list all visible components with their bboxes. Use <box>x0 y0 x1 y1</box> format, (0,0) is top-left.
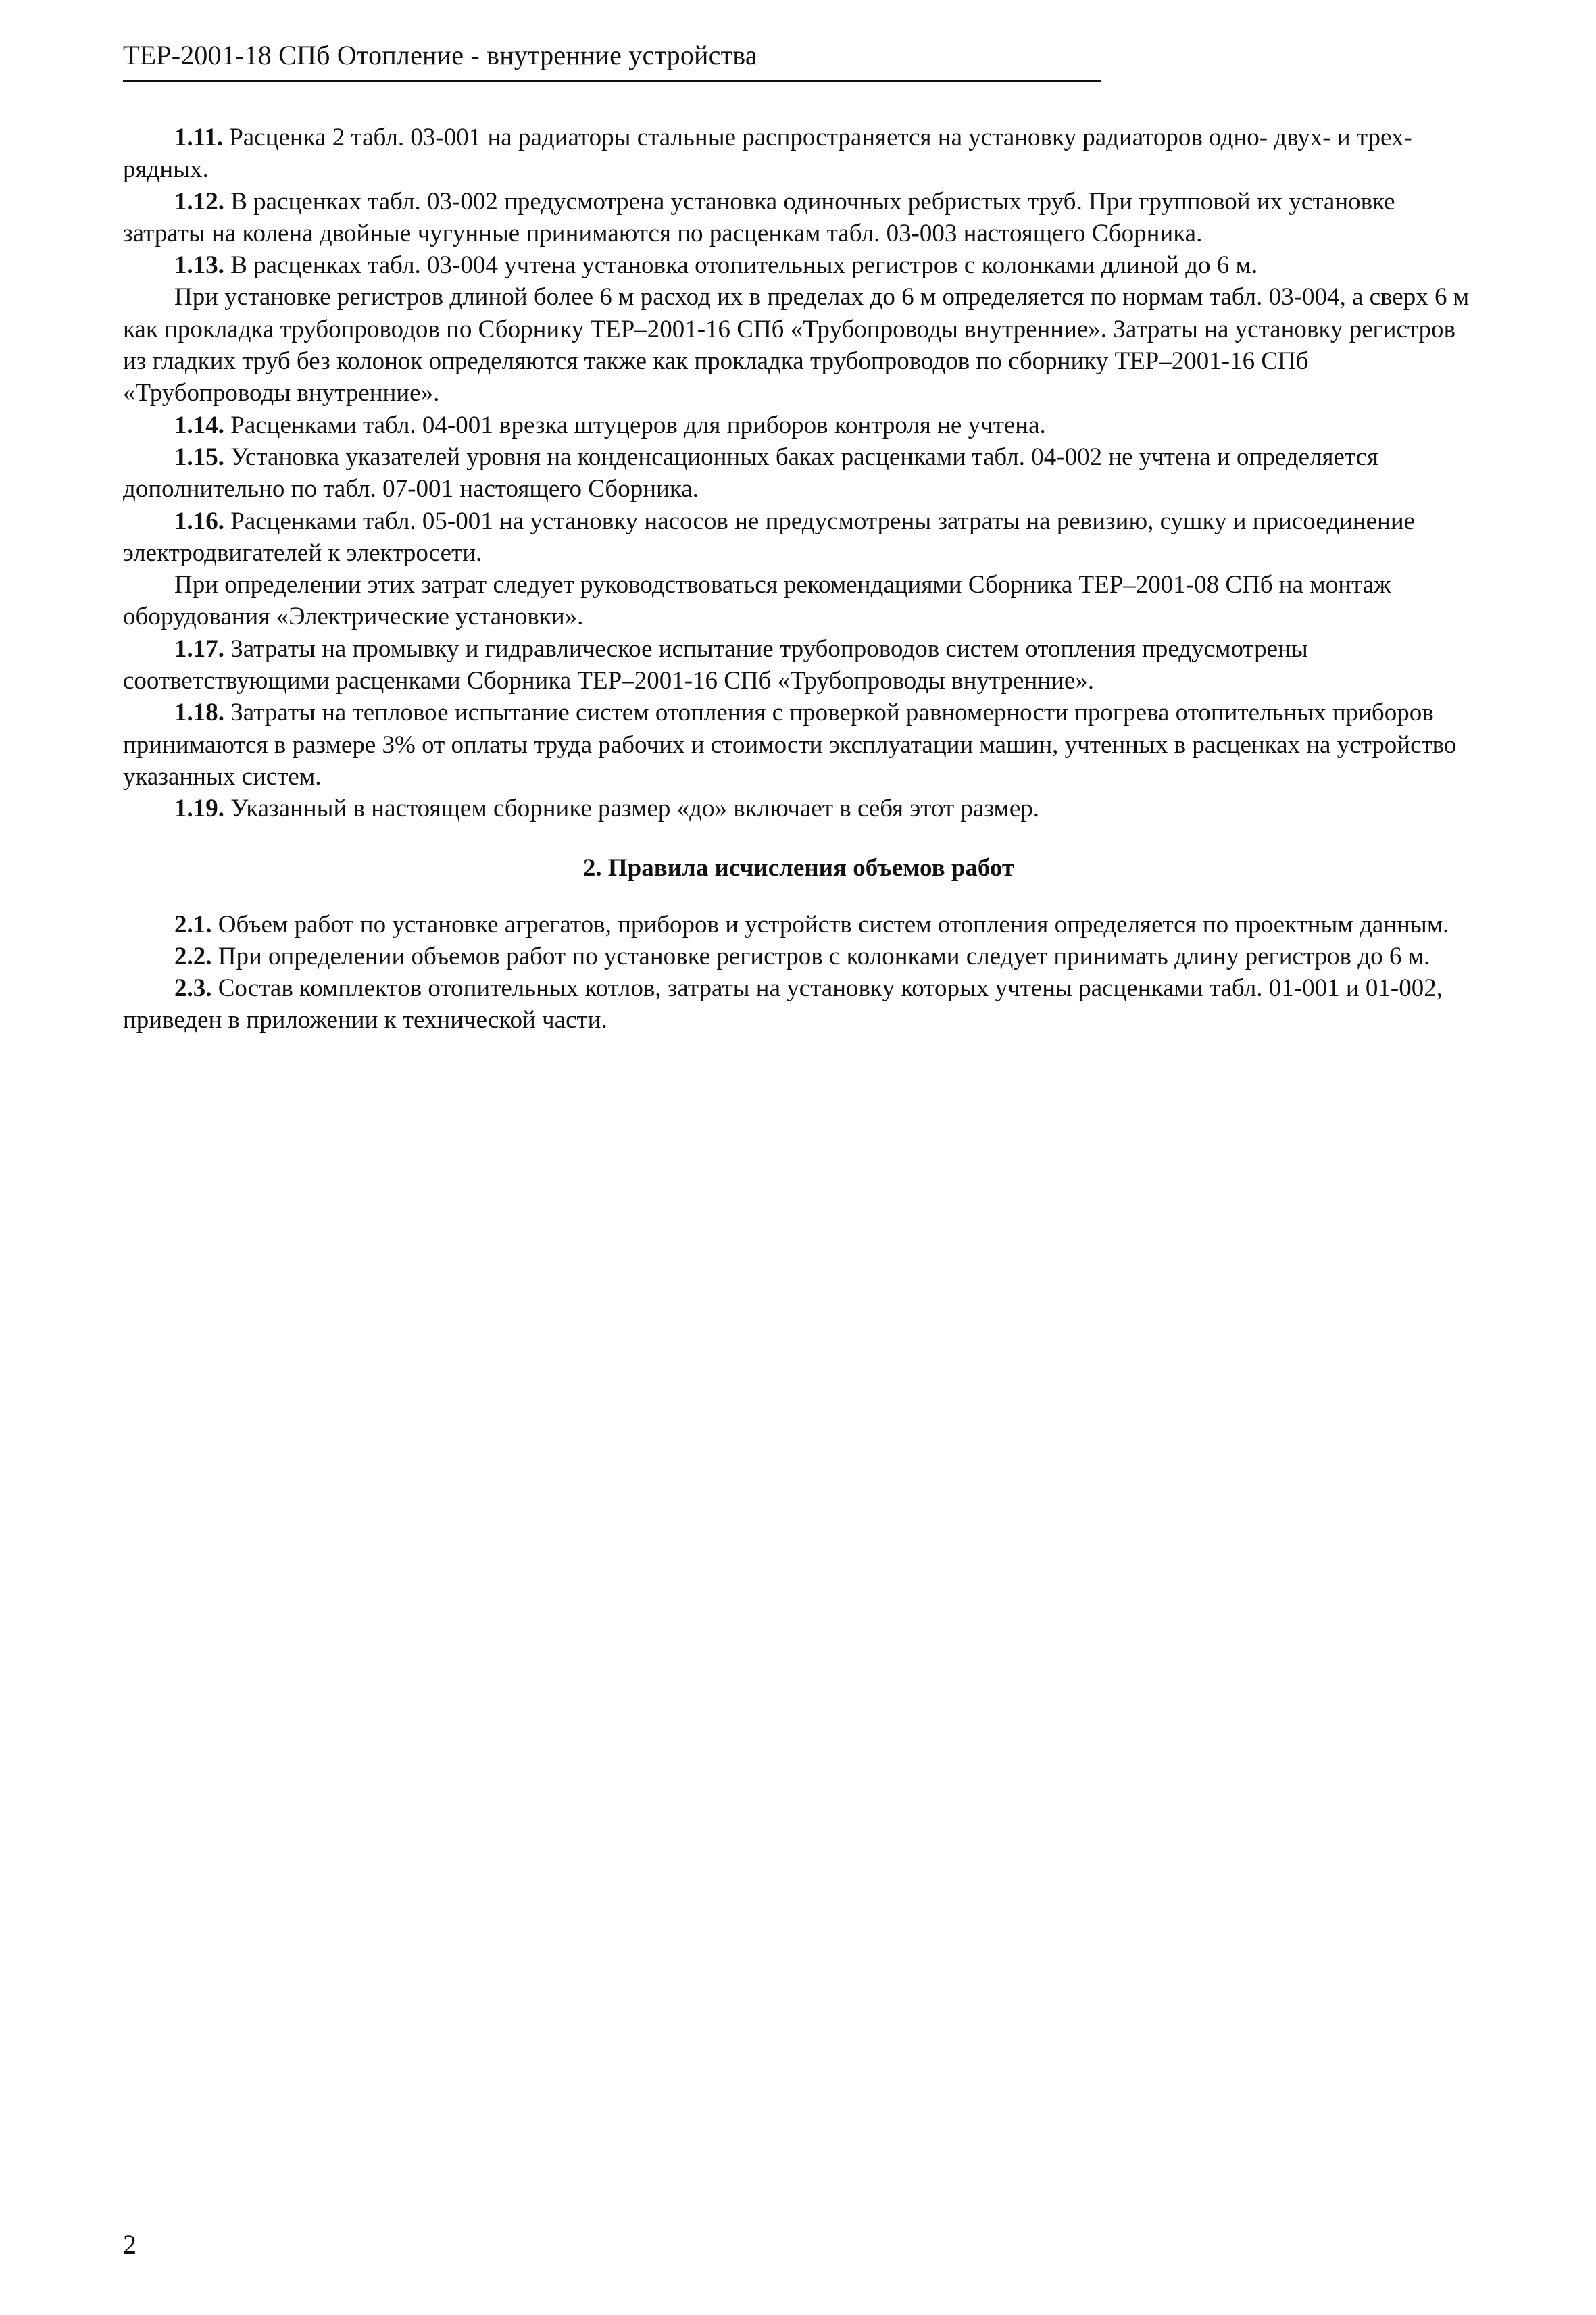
clause-number: 2.3. <box>174 974 212 1003</box>
paragraph-1-15 <box>123 441 1474 505</box>
section-heading: 2. Правила исчисления объемов работ <box>582 853 1015 882</box>
clause-text: Установка указателей уровня на конденсационных баках расценками табл. 04-002 не учтена и определяется дополнительно по табл. 07-001 настоящего Сборника. <box>123 443 1378 503</box>
clause-number: 2.1. <box>174 910 212 939</box>
paragraph-1-16-continued <box>123 569 1474 633</box>
clause-number: 1.15. <box>174 443 224 471</box>
paragraph-1-18 <box>123 697 1474 793</box>
clause-text: При установке регистров длиной более 6 м расход их в пределах до 6 м определяется по нормам табл. 03-004, а сверх 6 м как прокладка трубопроводов по Сборнику ТЕР–2001-16 СПб «Трубопроводы внутренние». Затраты на установку регистров из гладких труб без колонок определяются также как прокладка трубопроводов по сборнику ТЕР–2001-16 СПб «Трубопроводы внутренние». <box>123 283 1470 407</box>
clause-text: Указанный в настоящем сборнике размер «до» включает в себя этот размер. <box>224 795 1040 823</box>
paragraph-2-2 <box>123 941 1474 972</box>
document-title: ТЕР-2001-18 СПб Отопление - внутренние устройства <box>123 40 757 70</box>
clause-text: При определении этих затрат следует руководствоваться рекомендациями Сборника ТЕР–2001-08 СПб на монтаж оборудования «Электрические установки». <box>123 571 1391 631</box>
document-body <box>123 122 1474 1037</box>
clause-number: 1.16. <box>174 507 224 535</box>
clause-text: В расценках табл. 03-004 учтена установка отопительных регистров с колонками длиной до 6 м. <box>224 251 1258 280</box>
paragraph-1-16 <box>123 505 1474 570</box>
paragraph-1-11 <box>123 122 1474 186</box>
paragraph-1-19 <box>123 793 1474 824</box>
paragraph-1-13 <box>123 249 1474 281</box>
clause-number: 1.14. <box>174 411 224 439</box>
page-number: 2 <box>123 2229 136 2260</box>
paragraph-1-12 <box>123 186 1474 250</box>
paragraph-1-13-continued <box>123 281 1474 409</box>
clause-text: В расценках табл. 03-002 предусмотрена установка одиночных ребристых труб. При групповой их установке затраты на колена двойные чугунные принимаются по расценкам табл. 03-003 настоящего Сборника. <box>123 187 1395 247</box>
clause-number: 1.12. <box>174 187 224 216</box>
clause-text: Затраты на промывку и гидравлическое испытание трубопроводов систем отопления предусмотрены соответствующими расценками Сборника ТЕР–2001-16 СПб «Трубопроводы внутренние». <box>123 634 1308 695</box>
clause-number: 1.17. <box>174 634 224 663</box>
paragraph-1-14 <box>123 409 1474 441</box>
clause-number: 1.13. <box>174 251 224 280</box>
clause-number: 1.19. <box>174 795 224 823</box>
clause-number: 2.2. <box>174 942 212 970</box>
clause-number: 1.11. <box>174 124 223 151</box>
clause-text: Расценками табл. 04-001 врезка штуцеров для приборов контроля не учтена. <box>224 411 1046 439</box>
clause-text: Объем работ по установке агрегатов, приборов и устройств систем отопления определяется по проектным данным. <box>211 910 1449 939</box>
paragraph-2-3 <box>123 972 1474 1037</box>
clause-text: Расценка 2 табл. 03-001 на радиаторы стальные распространяется на установку радиаторов одно- двух- и трех- рядных. <box>123 124 1412 184</box>
clause-text: Состав комплектов отопительных котлов, затраты на установку которых учтены расценками табл. 01-001 и 01-002, приведен в приложении к технической части. <box>123 974 1443 1035</box>
clause-number: 1.18. <box>174 699 224 727</box>
paragraph-1-17 <box>123 633 1474 697</box>
page-header <box>123 38 1101 82</box>
clause-text: При определении объемов работ по установке регистров с колонками следует принимать длину регистров до 6 м. <box>211 942 1430 970</box>
clause-text: Затраты на тепловое испытание систем отопления с проверкой равномерности прогрева отопительных приборов принимаются в размере 3% от оплаты труда рабочих и стоимости эксплуатации машин, учтенных в расценках на устройство указанных систем. <box>123 699 1457 791</box>
paragraph-2-1 <box>123 909 1474 941</box>
clause-text: Расценками табл. 05-001 на установку насосов не предусмотрены затраты на ревизию, сушку и присоединение электродвигателей к электросети. <box>123 507 1416 567</box>
